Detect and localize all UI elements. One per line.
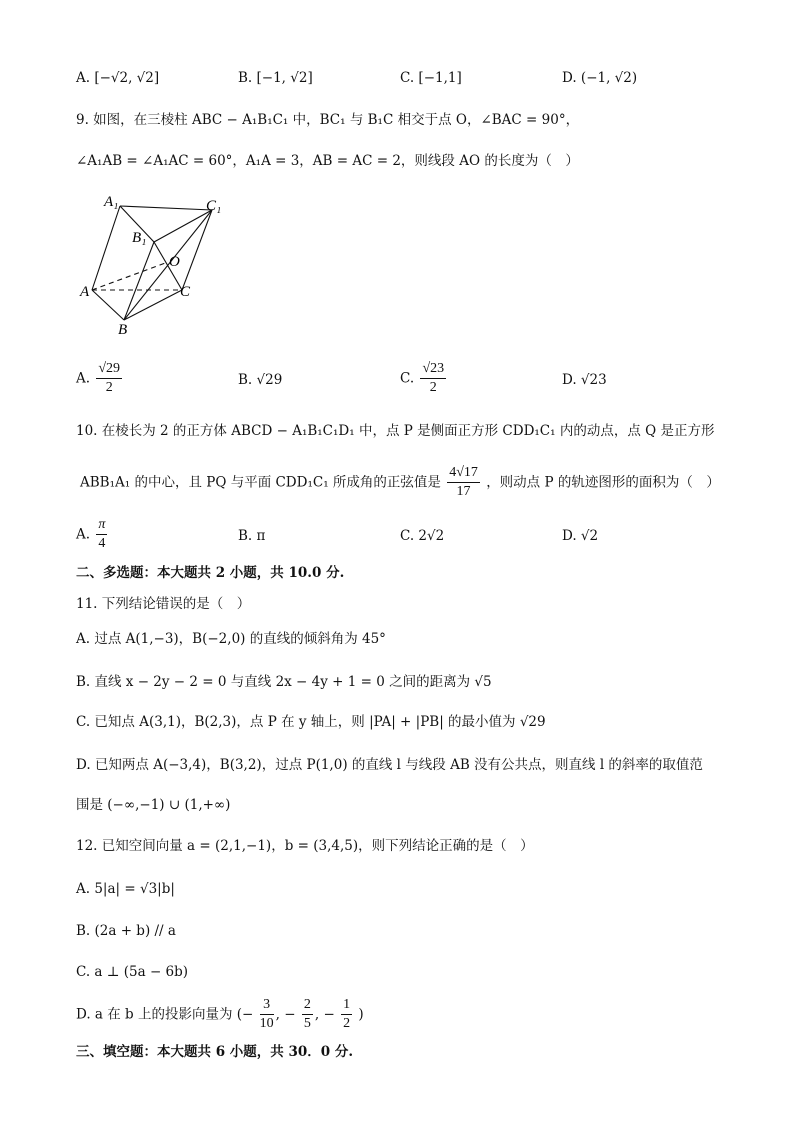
q9-option-a [76, 360, 124, 397]
q12-d-sep1: , − [275, 1006, 296, 1023]
q12-option-d-post: ) [358, 1006, 364, 1023]
q9-stem-line1: 9. 如图，在三棱柱 ABC − A₁B₁C₁ 中，BC₁ 与 B₁C 相交于点 O，∠BAC = 90°， [76, 112, 580, 128]
label-b: B [118, 322, 128, 338]
q12-d-frac1 [260, 996, 274, 1033]
q8-option-b: B. [−1, √2] [238, 70, 313, 86]
q12-d-frac3 [341, 996, 352, 1033]
q12-d-frac1-num: 3 [260, 996, 274, 1015]
q9-option-a-label: A. [76, 370, 91, 387]
label-c1: C₁ [206, 198, 222, 214]
q9-option-a-fraction [96, 360, 122, 397]
q10-stem-line2-pre: ABB₁A₁ 的中心，且 PQ 与平面 CDD₁C₁ 所成角的正弦值是 [80, 474, 441, 491]
q10-option-a-fraction [96, 516, 107, 553]
q9-option-a-den: 2 [105, 380, 113, 395]
q10-frac-num: 4√17 [447, 464, 480, 483]
prism-figure [74, 190, 234, 340]
q9-option-c [400, 360, 448, 397]
q12-option-a: A. 5|a| = √3|b| [76, 881, 175, 897]
q12-option-c: C. a ⊥ (5a − 6b) [76, 964, 189, 980]
q12-d-frac2 [302, 996, 313, 1033]
q11-option-c: C. 已知点 A(3,1)，B(2,3)，点 P 在 y 轴上，则 |PA| + |PB| 的最小值为 √29 [76, 714, 546, 730]
q8-option-a: A. [−√2, √2] [76, 70, 160, 86]
q9-option-c-label: C. [400, 370, 415, 387]
q9-option-a-num: √29 [96, 360, 122, 379]
q12-d-frac2-den: 5 [303, 1016, 311, 1031]
q8-option-d: D. (−1, √2) [562, 70, 638, 86]
label-c: C [180, 284, 191, 300]
q8-option-c: C. [−1,1] [400, 70, 462, 86]
section2-heading: 二、多选题：本大题共 2 小题，共 10.0 分. [76, 565, 345, 581]
q10-stem-line2 [80, 464, 720, 501]
q9-stem-line2: ∠A₁AB = ∠A₁AC = 60°，A₁A = 3，AB = AC = 2，则线段 AO 的长度为（ ） [76, 153, 579, 169]
q12-d-frac3-den: 2 [343, 1016, 351, 1031]
label-a: A [80, 284, 90, 300]
q11-option-d-line1: D. 已知两点 A(−3,4)，B(3,2)，过点 P(1,0) 的直线 l 与线段 AB 没有公共点，则直线 l 的斜率的取值范 [76, 757, 703, 773]
q12-d-sep2: , − [314, 1006, 335, 1023]
q10-stem-line2-post: ，则动点 P 的轨迹图形的面积为（ ） [486, 474, 720, 491]
label-o: O [169, 254, 180, 270]
q12-d-frac3-num: 1 [341, 996, 352, 1015]
q9-option-b: B. √29 [238, 372, 283, 388]
label-a1: A₁ [104, 194, 119, 210]
q10-sine-fraction [447, 464, 480, 501]
q10-option-a-label: A. [76, 526, 91, 543]
q10-option-d: D. √2 [562, 528, 599, 544]
q11-stem: 11. 下列结论错误的是（ ） [76, 596, 251, 612]
q9-option-c-den: 2 [429, 380, 437, 395]
q10-stem-line1: 10. 在棱长为 2 的正方体 ABCD − A₁B₁C₁D₁ 中，点 P 是侧面正方形 CDD₁C₁ 内的动点，点 Q 是正方形 [76, 423, 715, 439]
q10-option-c: C. 2√2 [400, 528, 445, 544]
q10-option-a-den: 4 [98, 536, 106, 551]
q12-option-d [76, 996, 364, 1033]
q10-option-a-num: π [96, 516, 107, 535]
q11-option-b: B. 直线 x − 2y − 2 = 0 与直线 2x − 4y + 1 = 0 之间的距离为 √5 [76, 674, 492, 690]
q10-option-b: B. π [238, 528, 266, 544]
q10-frac-den: 17 [456, 484, 471, 499]
q10-option-a [76, 516, 109, 553]
section3-heading: 三、填空题：本大题共 6 小题，共 30．0 分. [76, 1044, 354, 1060]
q12-d-frac1-den: 10 [259, 1016, 274, 1031]
q11-option-d-line2: 围是 (−∞,−1) ∪ (1,+∞) [76, 797, 231, 813]
q12-option-b: B. (2a + b) // a [76, 923, 176, 939]
q9-option-c-fraction [420, 360, 446, 397]
q9-option-d: D. √23 [562, 372, 607, 388]
q9-option-c-num: √23 [420, 360, 446, 379]
q11-option-a: A. 过点 A(1,−3)，B(−2,0) 的直线的倾斜角为 45° [76, 631, 386, 647]
q12-d-frac2-num: 2 [302, 996, 313, 1015]
label-b1: B₁ [132, 230, 147, 246]
q12-stem: 12. 已知空间向量 a = (2,1,−1)，b = (3,4,5)，则下列结论正确的是（ ） [76, 838, 534, 854]
q12-option-d-pre: D. a 在 b 上的投影向量为 (− [76, 1006, 254, 1023]
